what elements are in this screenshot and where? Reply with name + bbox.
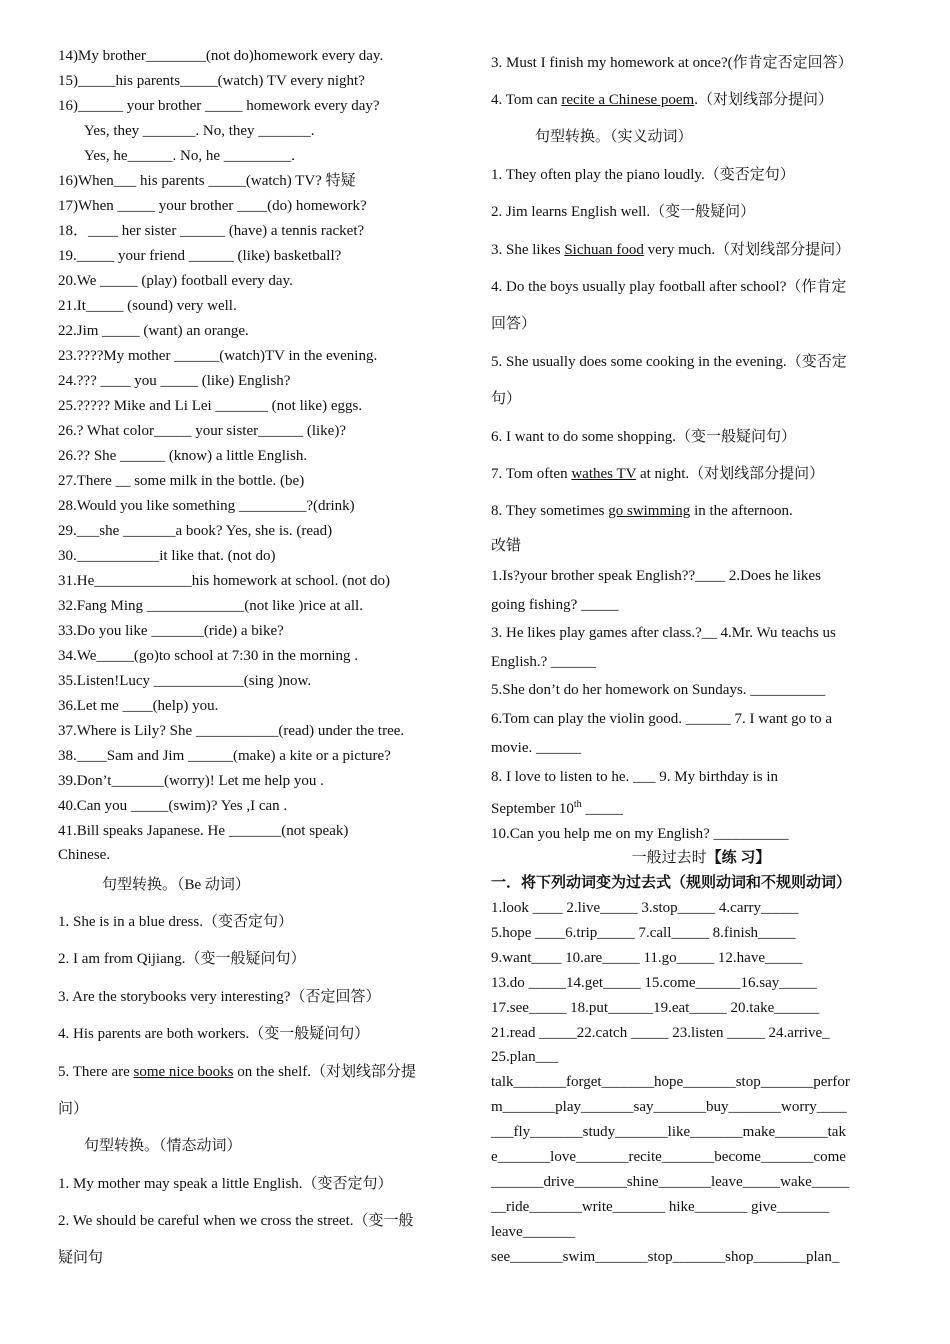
exercise-line: 5.hope ____6.trip_____ 7.call_____ 8.finish_____: [491, 925, 796, 941]
exercise-line: 26.? What color_____ your sister______ (like)?: [58, 423, 346, 439]
answer-line: Yes, he______. No, he _________.: [84, 148, 295, 164]
exercise-line: m_______play_______say_______buy_______worry____: [491, 1099, 847, 1115]
underlined-phrase: go swimming: [608, 503, 691, 519]
exercise-line: 2. We should be careful when we cross the street.（变一般: [58, 1213, 414, 1229]
exercise-line: 5.She don’t do her homework on Sundays. __________: [491, 682, 826, 698]
section-heading: 句型转换。（Be 动词）: [102, 877, 250, 893]
exercise-line: 20.We _____ (play) football every day.: [58, 273, 293, 289]
exercise-line: 24.??? ____ you _____ (like) English?: [58, 373, 291, 389]
exercise-line: 17.see_____ 18.put______19.eat_____ 20.take______: [491, 1000, 820, 1016]
exercise-line: 41.Bill speaks Japanese. He _______(not speak): [58, 823, 349, 839]
exercise-line: 3. Must I finish my homework at once?(作肯定否定回答）: [491, 55, 853, 71]
exercise-line: 6.Tom can play the violin good. ______ 7. I want go to a: [491, 711, 832, 727]
exercise-line: e_______love_______recite_______become_______come: [491, 1149, 846, 1165]
exercise-line: 7. Tom often wathes TV at night.（对划线部分提问）: [491, 466, 825, 482]
exercise-line: 5. There are some nice books on the shelf.（对划线部分提: [58, 1064, 416, 1080]
exercise-line: 1.Is?your brother speak English??____ 2.Does he likes: [491, 568, 821, 584]
exercise-line: 15)_____his parents_____(watch) TV every night?: [58, 73, 365, 89]
section-heading: 句型转换。（实义动词）: [535, 129, 693, 145]
exercise-line: September 10th _____: [491, 799, 623, 817]
exercise-line: 23.????My mother ______(watch)TV in the evening.: [58, 348, 378, 364]
exercise-line: 40.Can you _____(swim)? Yes ,I can .: [58, 798, 288, 814]
section-title: 一般过去时【练 习】: [631, 850, 771, 866]
exercise-line: 18．____ her sister ______ (have) a tennis racket?: [58, 223, 365, 239]
exercise-line: 句）: [491, 391, 522, 407]
exercise-line: 17)When _____ your brother ____(do) homework?: [58, 198, 367, 214]
exercise-line: movie. ______: [491, 740, 581, 756]
exercise-line: 回答）: [491, 316, 537, 332]
exercise-line: 16)______ your brother _____ homework every day?: [58, 98, 380, 114]
exercise-line: 13.do _____14.get_____ 15.come______16.say_____: [491, 975, 817, 991]
exercise-line: 27.There __ some milk in the bottle. (be): [58, 473, 305, 489]
exercise-line: see_______swim_______stop_______shop_______plan_: [491, 1249, 840, 1265]
exercise-line: 28.Would you like something _________?(drink): [58, 498, 355, 514]
section-heading: 句型转换。（情态动词）: [84, 1138, 242, 1154]
exercise-line: English.? ______: [491, 654, 596, 670]
exercise-line: __ride_______write_______ hike_______ give_______: [491, 1199, 830, 1215]
exercise-line: 21.It_____ (sound) very well.: [58, 298, 237, 314]
exercise-line: talk_______forget_______hope_______stop_______perfor: [491, 1074, 850, 1090]
exercise-line: going fishing? _____: [491, 597, 619, 613]
exercise-line: 26.?? She ______ (know) a little English.: [58, 448, 308, 464]
exercise-line: 4. His parents are both workers.（变一般疑问句）: [58, 1026, 370, 1042]
exercise-line: 8. I love to listen to he. ___ 9. My birthday is in: [491, 769, 779, 785]
exercise-line: 38.____Sam and Jim ______(make) a kite or a picture?: [58, 748, 391, 764]
exercise-line: 21.read _____22.catch _____ 23.listen _____ 24.arrive_: [491, 1025, 830, 1041]
exercise-line: 3. He likes play games after class.?__ 4.Mr. Wu teachs us: [491, 625, 836, 641]
exercise-line: 3. She likes Sichuan food very much.（对划线部分提问）: [491, 242, 851, 258]
section-heading: 改错: [491, 538, 522, 554]
exercise-line: 1. She is in a blue dress.（变否定句）: [58, 914, 293, 930]
exercise-line: 1.look ____ 2.live_____ 3.stop_____ 4.carry_____: [491, 900, 799, 916]
exercise-line: 33.Do you like _______(ride) a bike?: [58, 623, 284, 639]
exercise-line: 8. They sometimes go swimming in the afternoon.: [491, 503, 793, 519]
exercise-line: 9.want____ 10.are_____ 11.go_____ 12.have_____: [491, 950, 803, 966]
exercise-line: 32.Fang Ming _____________(not like )rice at all.: [58, 598, 363, 614]
exercise-line: 30.___________it like that. (not do): [58, 548, 276, 564]
exercise-line: 14)My brother________(not do)homework every day.: [58, 48, 384, 64]
exercise-line: 问）: [58, 1101, 89, 1117]
exercise-line: 5. She usually does some cooking in the evening.（变否定: [491, 354, 847, 370]
exercise-line: 1. They often play the piano loudly.（变否定句）: [491, 167, 795, 183]
exercise-line: 19._____ your friend ______ (like) basketball?: [58, 248, 342, 264]
exercise-line: Chinese.: [58, 847, 111, 863]
exercise-line: 37.Where is Lily? She ___________(read) under the tree.: [58, 723, 405, 739]
exercise-line: 2. I am from Qijiang.（变一般疑问句）: [58, 951, 306, 967]
exercise-line: 3. Are the storybooks very interesting?（否定回答）: [58, 989, 381, 1005]
exercise-line: 34.We_____(go)to school at 7:30 in the morning .: [58, 648, 358, 664]
exercise-line: ___fly_______study_______like_______make_______tak: [491, 1124, 846, 1140]
exercise-line: 10.Can you help me on my English? __________: [491, 826, 789, 842]
exercise-line: 39.Don’t_______(worry)! Let me help you .: [58, 773, 324, 789]
exercise-line: 16)When___ his parents _____(watch) TV? 特疑: [58, 173, 356, 189]
exercise-line: 29.___she _______a book? Yes, she is. (read): [58, 523, 333, 539]
exercise-line: 6. I want to do some shopping.（变一般疑问句）: [491, 429, 796, 445]
exercise-line: 31.He_____________his homework at school. (not do): [58, 573, 391, 589]
exercise-line: _______drive_______shine_______leave_____wake_____: [491, 1174, 850, 1190]
underlined-phrase: some nice books: [133, 1064, 234, 1080]
exercise-line: 疑问句: [58, 1250, 104, 1266]
exercise-line: 36.Let me ____(help) you.: [58, 698, 219, 714]
exercise-line: 35.Listen!Lucy ____________(sing )now.: [58, 673, 312, 689]
exercise-line: 25.plan___: [491, 1049, 559, 1065]
underlined-phrase: wathes TV: [571, 466, 637, 482]
answer-line: Yes, they _______. No, they _______.: [84, 123, 315, 139]
section-heading: 一．将下列动词变为过去式（规则动词和不规则动词）: [491, 875, 852, 891]
exercise-line: leave_______: [491, 1224, 576, 1240]
exercise-line: 1. My mother may speak a little English.（变否定句）: [58, 1176, 393, 1192]
exercise-line: 25.????? Mike and Li Lei _______ (not like) eggs.: [58, 398, 363, 414]
exercise-line: 22.Jim _____ (want) an orange.: [58, 323, 249, 339]
exercise-line: 4. Tom can recite a Chinese poem.（对划线部分提问）: [491, 92, 833, 108]
exercise-line: 2. Jim learns English well.（变一般疑问）: [491, 204, 756, 220]
underlined-phrase: recite a Chinese poem: [561, 92, 695, 108]
underlined-phrase: Sichuan food: [564, 242, 644, 258]
exercise-line: 4. Do the boys usually play football after school?（作肯定: [491, 279, 847, 295]
